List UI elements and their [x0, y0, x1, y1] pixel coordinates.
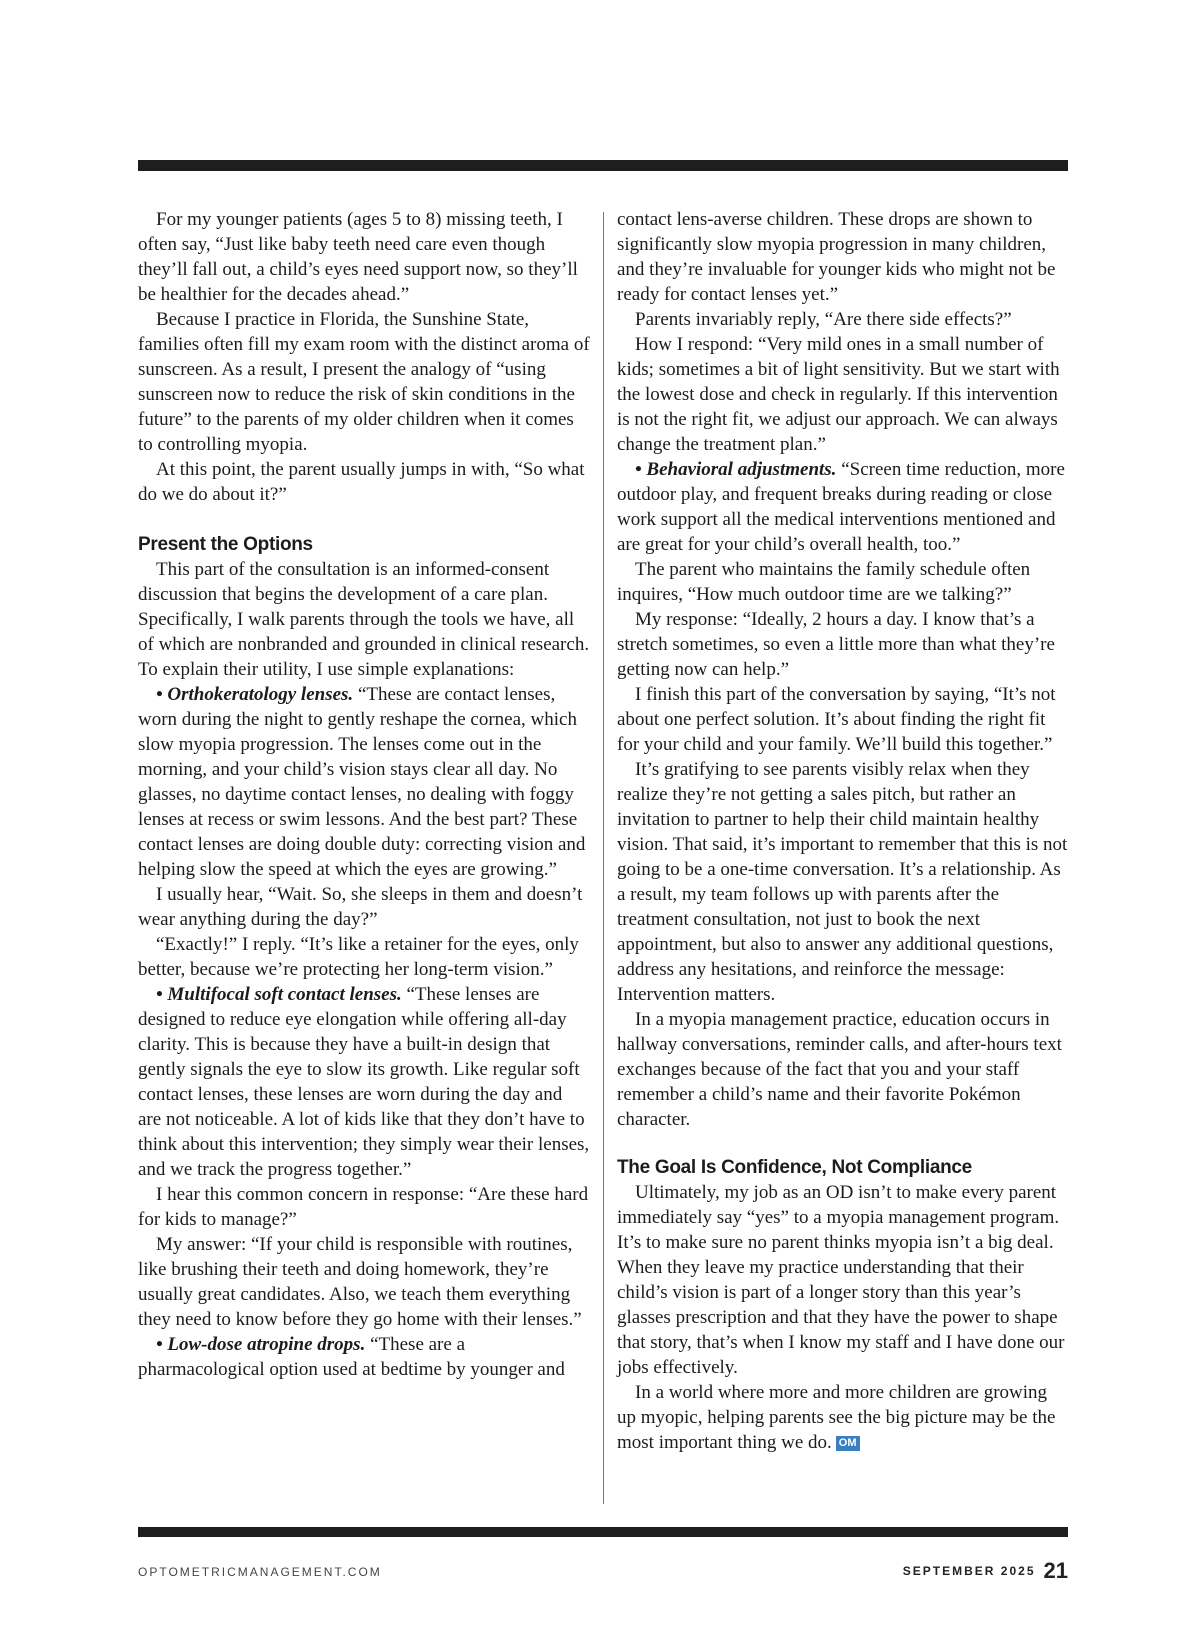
paragraph: Parents invariably reply, “Are there side effects?” [635, 309, 1012, 330]
paragraph: At this point, the parent usually jumps in with, “So what do we do about it?” [138, 459, 585, 505]
paragraph: The parent who maintains the family schedule often inquires, “How much outdoor time are we talking?” [617, 559, 1031, 605]
paragraph: My response: “Ideally, 2 hours a day. I know that’s a stretch sometimes, so even a little more than what they’re getting now can help.” [617, 609, 1055, 680]
bullet-lead: • Multifocal soft contact lenses. [156, 984, 402, 1005]
paragraph: How I respond: “Very mild ones in a small number of kids; sometimes a bit of light sensitivity. But we start with the lowest dose and check in regularly. If this intervention is not the right fit, we adjust our approach. We can always change the treatment plan.” [617, 334, 1060, 455]
section-heading: Present the Options [138, 534, 313, 555]
bullet-text: “Screen time reduction, more outdoor play, and frequent breaks during reading or close work support all the medical interventions mentioned and are great for your child’s overall health, too.” [617, 459, 1065, 555]
paragraph: In a myopia management practice, education occurs in hallway conversations, reminder calls, and after-hours text exchanges because of the fact that you and your staff remember a child’s name and their favorite Pokémon character. [617, 1009, 1062, 1130]
bullet-behavioral [617, 457, 1069, 557]
bullet-text: “These are a pharmacological option used at bedtime by younger and [138, 1334, 565, 1380]
bottom-rule [138, 1527, 1068, 1537]
paragraph-text: In a world where more and more children are growing up myopic, helping parents see the big picture may be the most important thing we do. [617, 1382, 1056, 1453]
top-rule [138, 160, 1068, 171]
paragraph: For my younger patients (ages 5 to 8) missing teeth, I often say, “Just like baby teeth need care even though they’ll fall out, a child’s eyes need support now, so they’ll be healthier for the decades ahead.” [138, 209, 578, 305]
paragraph: “Exactly!” I reply. “It’s like a retainer for the eyes, only better, because we’re protecting her long-term vision.” [138, 934, 579, 980]
bullet-orthokeratology [138, 682, 590, 882]
paragraph: I finish this part of the conversation by saying, “It’s not about one perfect solution. It’s about finding the right fit for your child and your family. We’ll build this together.” [617, 684, 1056, 755]
column-divider [603, 212, 604, 1504]
paragraph: Because I practice in Florida, the Sunshine State, families often fill my exam room with the distinct aroma of sunscreen. As a result, I present the analogy of “using sunscreen now to reduce the risk of skin conditions in the future” to the parents of my older children when it comes to controlling myopia. [138, 309, 590, 455]
bullet-multifocal [138, 982, 590, 1182]
bullet-text: “These are contact lenses, worn during the night to gently reshape the cornea, which slow myopia progression. The lenses come out in the morning, and your child’s vision stays clear all day. No glasses, no daytime contact lenses, no dealing with foggy lenses at recess or swim lessons. And the best part? These contact lenses are doing double duty: correcting vision and helping slow the speed at which the eyes are growing.” [138, 684, 586, 880]
om-end-mark-icon: OM [836, 1436, 860, 1451]
paragraph: contact lens-averse children. These drops are shown to significantly slow myopia progression in many children, and they’re invaluable for younger kids who might not be ready for contact lenses yet.” [617, 209, 1056, 305]
paragraph-final [617, 1380, 1069, 1455]
footer-website: OPTOMETRICMANAGEMENT.COM [138, 1565, 382, 1579]
bullet-text: “These lenses are designed to reduce eye elongation while offering all-day clarity. This is because they have a built-in design that gently signals the eye to slow its growth. Like regular soft contact lenses, these lenses are worn during the day and are not noticeable. A lot of kids like that they don’t have to think about this intervention; they simply wear their lenses, and we track the progress together.” [138, 984, 590, 1180]
footer-folio [903, 1558, 1068, 1584]
paragraph: Ultimately, my job as an OD isn’t to make every parent immediately say “yes” to a myopia management program. It’s to make sure no parent thinks myopia isn’t a big deal. When they leave my practice understanding that their child’s vision is part of a longer story than this year’s glasses prescription and that they have the power to shape that story, that’s when I know my staff and I have done our jobs effectively. [617, 1182, 1065, 1378]
issue-date: SEPTEMBER 2025 [902, 1564, 1036, 1578]
bullet-atropine [138, 1332, 590, 1382]
page-number: 21 [1043, 1558, 1068, 1583]
paragraph: I hear this common concern in response: “Are these hard for kids to manage?” [138, 1184, 589, 1230]
bullet-lead: • Orthokeratology lenses. [156, 684, 354, 705]
bullet-lead: • Behavioral adjustments. [635, 459, 837, 480]
bullet-lead: • Low-dose atropine drops. [156, 1334, 366, 1355]
section-heading: The Goal Is Confidence, Not Compliance [617, 1157, 972, 1178]
paragraph: This part of the consultation is an informed-consent discussion that begins the development of a care plan. Specifically, I walk parents through the tools we have, all of which are nonbranded and grounded in clinical research. To explain their utility, I use simple explanations: [138, 559, 590, 680]
paragraph: It’s gratifying to see parents visibly relax when they realize they’re not getting a sales pitch, but rather an invitation to partner to help their child maintain healthy vision. That said, it’s important to remember that this is not going to be a one-time conversation. It’s a relationship. As a result, my team follows up with parents after the treatment consultation, not just to book the next appointment, but also to answer any additional questions, address any hesitations, and reinforce the message: Intervention matters. [617, 759, 1068, 1005]
article-column-left [138, 207, 590, 1382]
paragraph: My answer: “If your child is responsible with routines, like brushing their teeth and doing homework, they’re usually great candidates. Also, we teach them everything they need to know before they go home with their lenses.” [138, 1234, 582, 1330]
paragraph: I usually hear, “Wait. So, she sleeps in them and doesn’t wear anything during the day?” [138, 884, 583, 930]
article-column-right [617, 207, 1069, 1455]
